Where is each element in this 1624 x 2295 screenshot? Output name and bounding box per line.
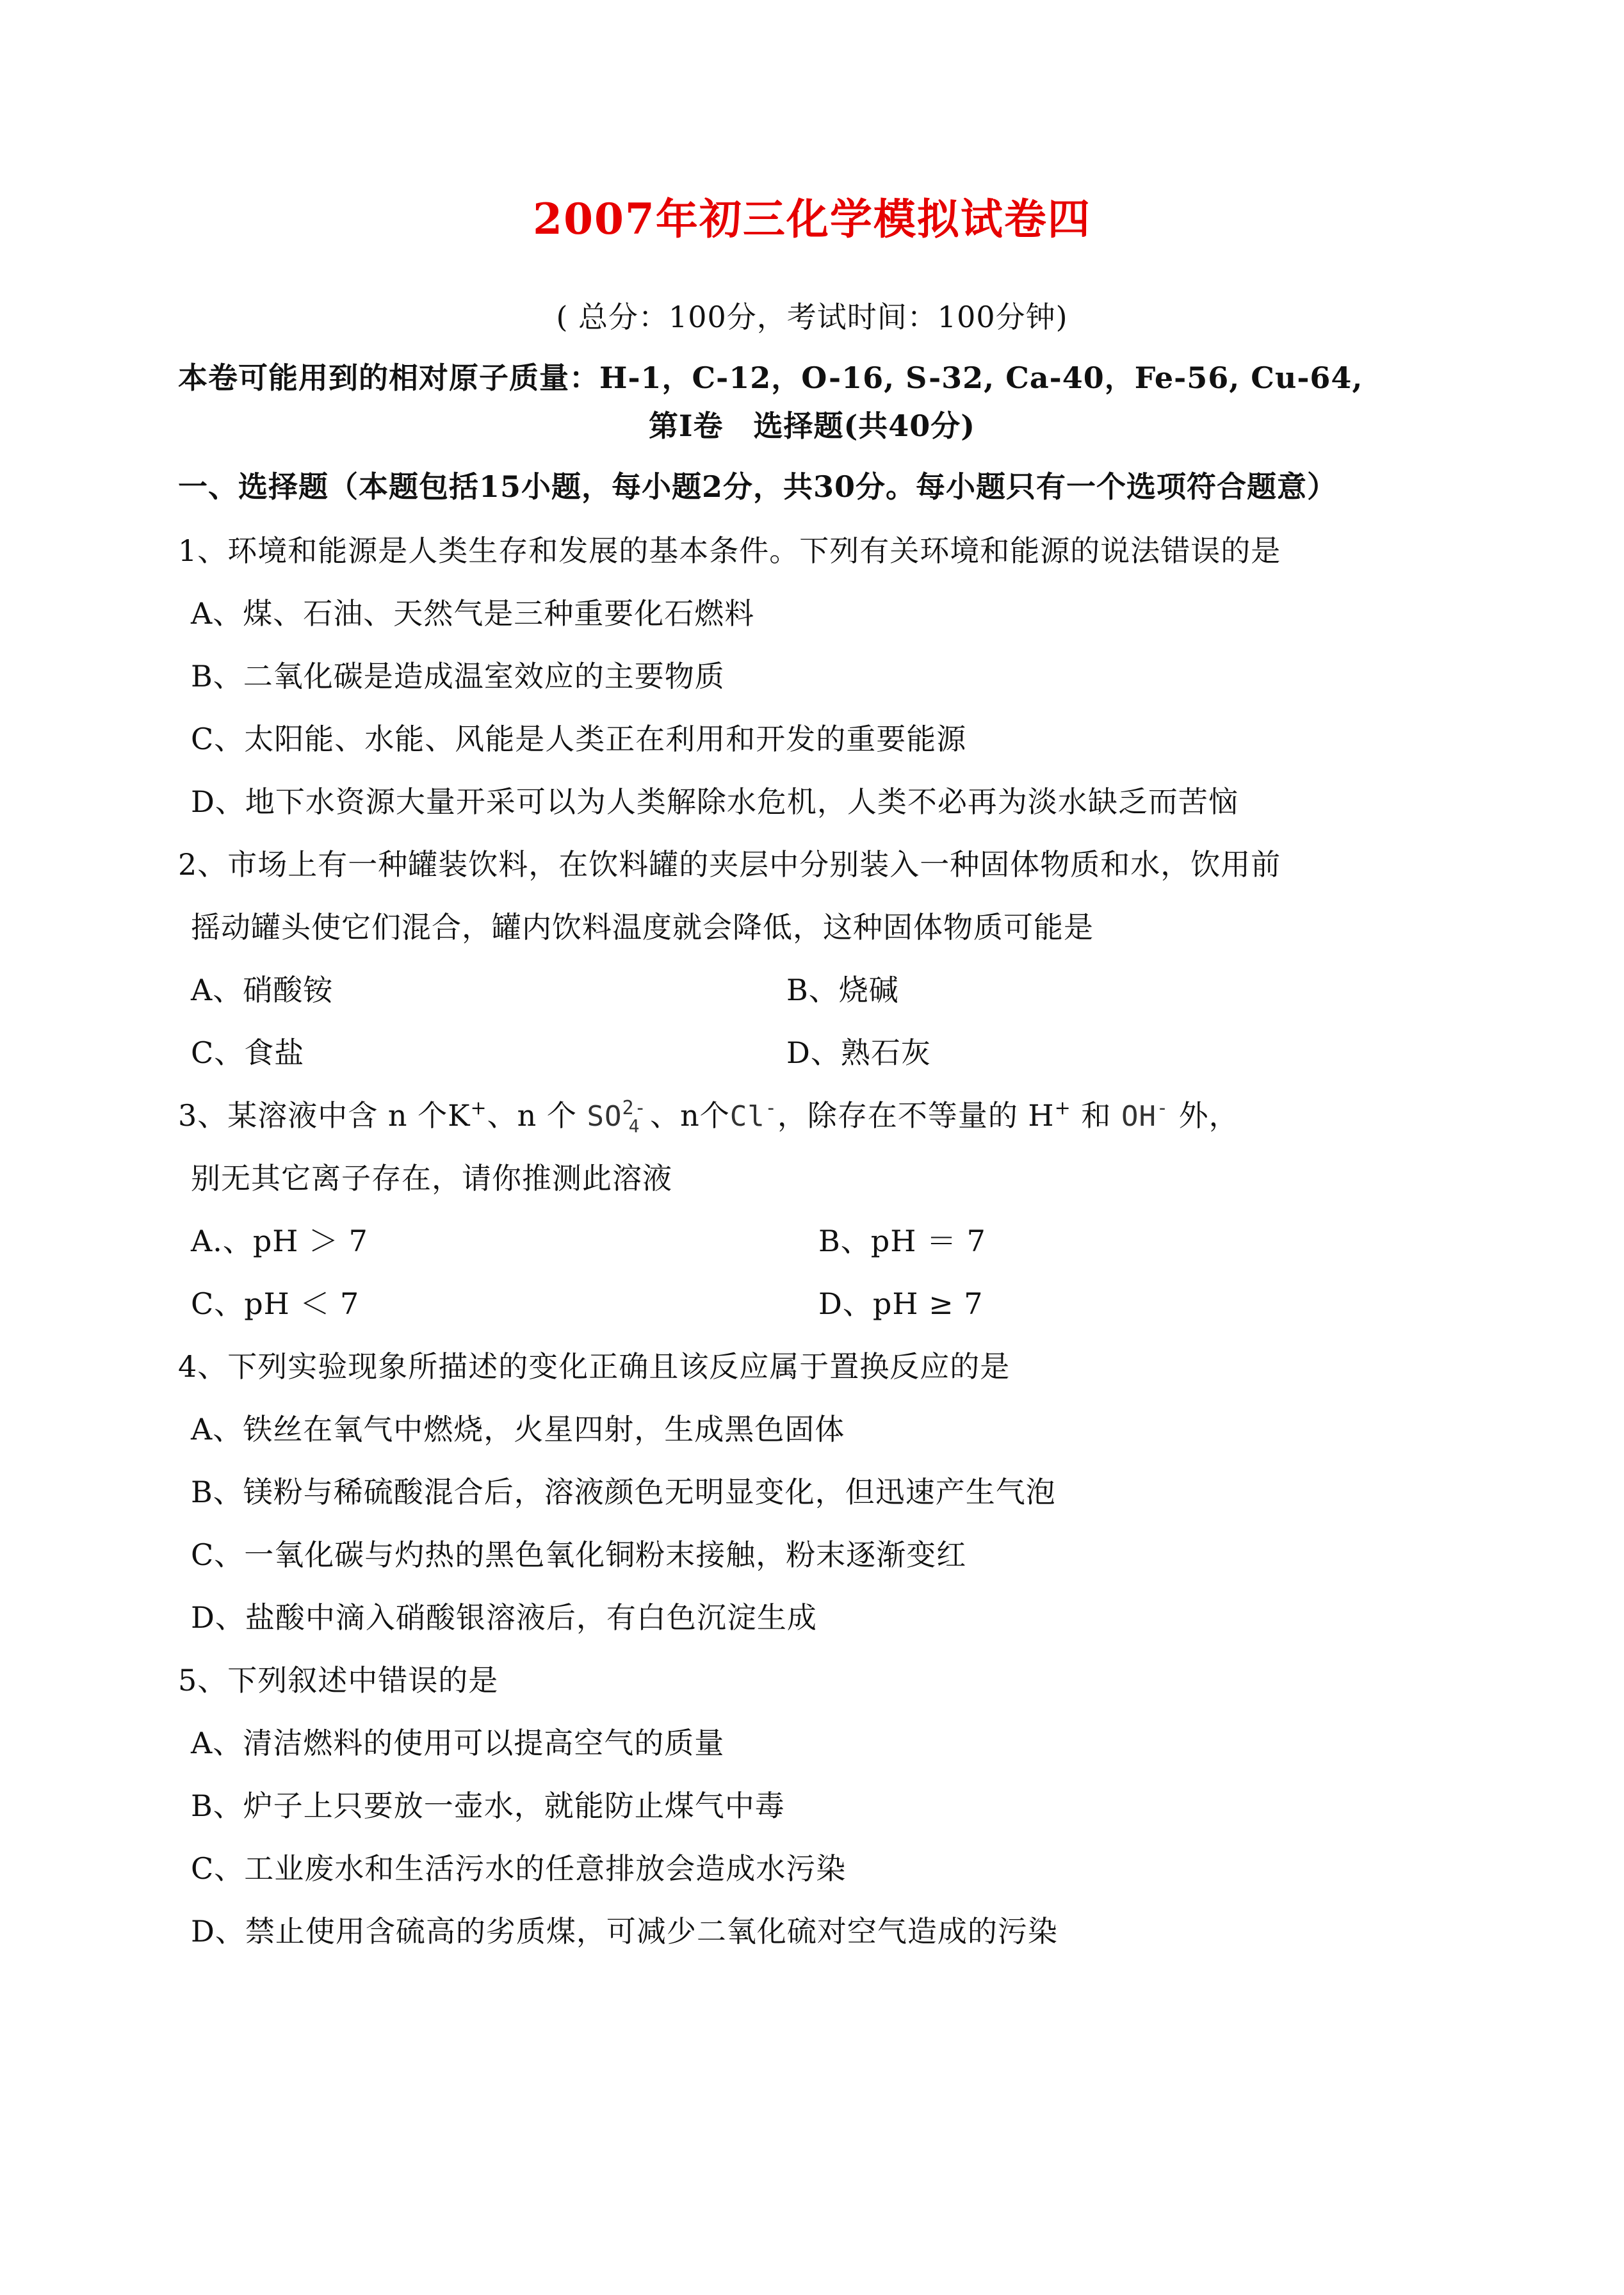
question-2-option-c: C、食盐 — [191, 1035, 305, 1070]
question-1-option-d: D、地下水资源大量开采可以为人类解除水危机，人类不必再为淡水缺乏而苦恼 — [191, 784, 1238, 819]
question-4-option-d: D、盐酸中滴入硝酸银溶液后，有白色沉淀生成 — [191, 1600, 817, 1635]
question-5-option-b: B、炉子上只要放一壶水，就能防止煤气中毒 — [191, 1788, 785, 1823]
k-ion-charge: + — [470, 1096, 487, 1119]
question-1-option-b: B、二氧化碳是造成温室效应的主要物质 — [191, 659, 725, 693]
question-3-option-c: C、pH ＜ 7 — [191, 1286, 360, 1321]
hydroxide-symbol: OH — [1121, 1100, 1157, 1133]
question-3-option-b: B、pH ＝ 7 — [818, 1224, 986, 1258]
question-2-stem: 2、市场上有一种罐装饮料，在饮料罐的夹层中分别装入一种固体物质和水，饮用前 — [178, 847, 1281, 882]
sulfate-symbol: SO — [587, 1100, 622, 1133]
part-heading: 第Ⅰ卷 选择题(共40分) — [648, 409, 976, 443]
question-3-option-d: D、pH ≥ 7 — [818, 1286, 984, 1321]
question-1-option-c: C、太阳能、水能、风能是人类正在利用和开发的重要能源 — [191, 722, 967, 756]
q3-stem-part-f: 外， — [1178, 1098, 1239, 1133]
q3-stem-part-a: 3、某溶液中含 n 个 — [178, 1098, 448, 1133]
q3-stem-part-b: 、n 个 — [487, 1098, 577, 1133]
question-2-option-a: A、硝酸铵 — [191, 973, 334, 1007]
q3-stem-part-d: ，除存在不等量的 H — [777, 1098, 1055, 1133]
question-4-stem: 4、下列实验现象所描述的变化正确且该反应属于置换反应的是 — [178, 1349, 1011, 1384]
section-heading: 一、选择题（本题包括15小题，每小题2分，共30分。每小题只有一个选项符合题意） — [178, 469, 1338, 504]
atomic-masses: 本卷可能用到的相对原子质量：H-1，C-12，O-16, S-32, Ca-40，Fe-56, Cu-64, — [178, 361, 1363, 395]
question-3-stem-cont: 别无其它离子存在，请你推测此溶液 — [191, 1161, 672, 1196]
question-3-option-a: A.、pH ＞ 7 — [191, 1224, 368, 1258]
question-4-option-c: C、一氧化碳与灼热的黑色氧化铜粉末接触，粉末逐渐变红 — [191, 1537, 967, 1572]
chloride-ion — [729, 1097, 777, 1133]
chloride-symbol: Cl — [729, 1100, 765, 1133]
question-4-option-a: A、铁丝在氧气中燃烧，火星四射，生成黑色固体 — [191, 1412, 845, 1447]
q3-stem-part-e: 和 — [1081, 1098, 1112, 1133]
sulfate-ion — [587, 1097, 647, 1137]
h-ion-charge: + — [1054, 1096, 1071, 1119]
question-1-stem: 1、环境和能源是人类生存和发展的基本条件。下列有关环境和能源的说法错误的是 — [178, 533, 1281, 568]
question-2-stem-cont: 摇动罐头使它们混合，罐内饮料温度就会降低，这种固体物质可能是 — [191, 910, 1094, 945]
question-5-stem: 5、下列叙述中错误的是 — [178, 1663, 499, 1698]
hydroxide-ion — [1121, 1097, 1169, 1133]
chloride-charge: - — [765, 1097, 777, 1120]
question-4-option-b: B、镁粉与稀硫酸混合后，溶液颜色无明显变化，但迅速产生气泡 — [191, 1475, 1056, 1509]
question-5-option-c: C、工业废水和生活污水的任意排放会造成水污染 — [191, 1851, 847, 1886]
q3-stem-part-c: 、n个 — [650, 1098, 730, 1133]
sulfate-subscript: 4 — [628, 1115, 640, 1137]
question-2-option-d: D、熟石灰 — [786, 1035, 931, 1070]
question-5-option-d: D、禁止使用含硫高的劣质煤，可减少二氧化硫对空气造成的污染 — [191, 1914, 1058, 1949]
sulfate-charge: 2- — [622, 1097, 647, 1120]
question-2-option-b: B、烧碱 — [786, 973, 899, 1007]
question-1-option-a: A、煤、石油、天然气是三种重要化石燃料 — [191, 596, 755, 631]
exam-title: 2007年初三化学模拟试卷四 — [533, 194, 1091, 244]
question-3-stem — [178, 1096, 1239, 1136]
k-ion: K — [448, 1098, 471, 1133]
exam-info: ( 总分：100分，考试时间：100分钟) — [556, 300, 1068, 334]
question-5-option-a: A、清洁燃料的使用可以提高空气的质量 — [191, 1726, 725, 1760]
hydroxide-charge: - — [1156, 1097, 1169, 1120]
